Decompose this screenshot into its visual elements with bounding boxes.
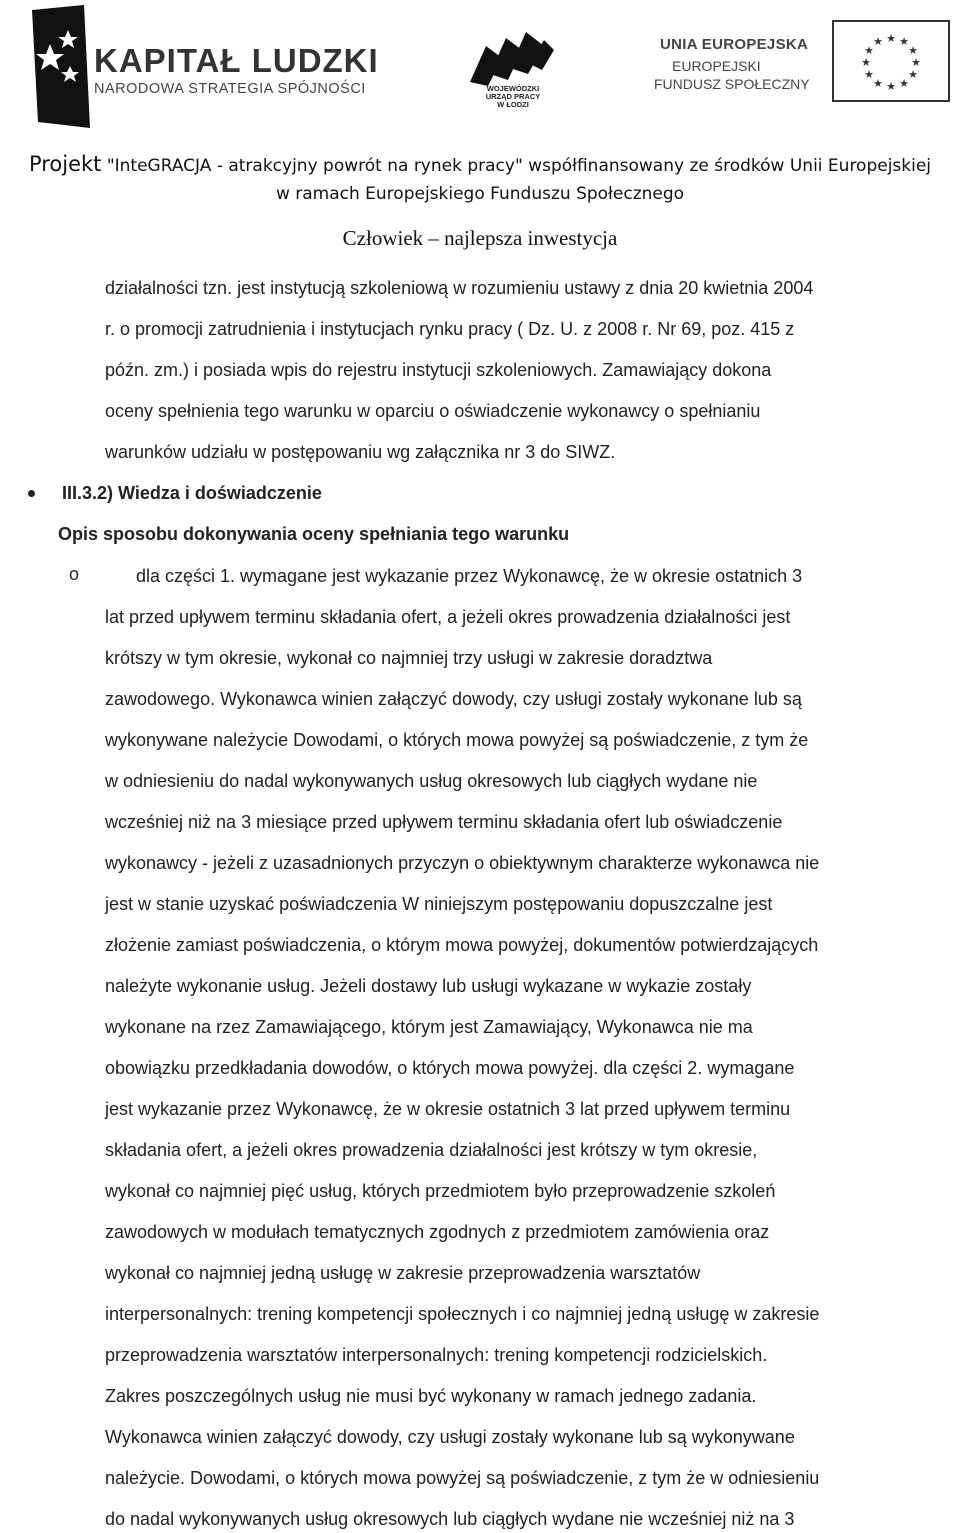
intro-line: późn. zm.) i posiada wpis do rejestru instytucji szkoleniowych. Zamawiający dokona bbox=[105, 360, 772, 380]
svg-text:★: ★ bbox=[864, 68, 874, 81]
paragraph-line: zawodowego. Wykonawca winien załączyć dowody, czy usługi zostały wykonane lub są bbox=[105, 689, 802, 709]
paragraph-line: jest wykazanie przez Wykonawcę, że w okresie ostatnich 3 lat przed upływem terminu bbox=[105, 1099, 791, 1119]
paragraph-line: interpersonalnych: trening kompetencji społecznych i co najmniej jedną usługę w zakresie bbox=[105, 1304, 820, 1324]
paragraph-line: wykonane na rzez Zamawiającego, którym jest Zamawiający, Wykonawca nie ma bbox=[105, 1017, 753, 1037]
paragraph-line: zawodowych w modułach tematycznych zgodnych z przedmiotem zamówienia oraz bbox=[105, 1222, 770, 1242]
project-word: Projekt bbox=[28, 152, 102, 176]
paragraph-line: krótszy w tym okresie, wykonał co najmniej trzy usługi w zakresie doradztwa bbox=[105, 648, 713, 668]
paragraph-line: Wykonawca winien załączyć dowody, czy usługi zostały wykonane lub są wykonywane bbox=[105, 1427, 795, 1447]
paragraph-line: składania ofert, a jeżeli okres prowadzenia działalności jest krótszy w tym okresie, bbox=[105, 1140, 758, 1160]
paragraph-line: jest w stanie uzyskać poświadczenia W niniejszym postępowaniu dopuszczalne jest bbox=[105, 894, 773, 914]
svg-text:★: ★ bbox=[873, 35, 883, 48]
ue-line-1: EUROPEJSKI bbox=[672, 58, 761, 74]
wup-line-2: URZĄD PRACY bbox=[485, 92, 541, 101]
svg-text:★: ★ bbox=[899, 77, 909, 90]
svg-text:★: ★ bbox=[908, 44, 918, 57]
svg-text:★: ★ bbox=[861, 56, 871, 69]
paragraph-line: w odniesieniu do nadal wykonywanych usług okresowych lub ciągłych wydane nie bbox=[105, 771, 758, 791]
logo-strip bbox=[0, 0, 960, 140]
bullet-marker: o bbox=[69, 564, 80, 584]
project-line bbox=[0, 152, 960, 176]
wup-line-3: W ŁODZI bbox=[497, 100, 529, 109]
kapital-ludzki-title: KAPITAŁ LUDZKI bbox=[94, 42, 379, 79]
intro-line: działalności tzn. jest instytucją szkoleniową w rozumieniu ustawy z dnia 20 kwietnia 2004 bbox=[105, 278, 814, 298]
svg-text:★: ★ bbox=[886, 80, 896, 93]
intro-line: warunków udziału w postępowaniu wg załącznika nr 3 do SIWZ. bbox=[105, 442, 616, 462]
intro-line: r. o promocji zatrudnienia i instytucjach rynku pracy ( Dz. U. z 2008 r. Nr 69, poz. 415 z bbox=[105, 319, 795, 339]
paragraph-line: wykonał co najmniej jedną usługę w zakresie przeprowadzenia warsztatów bbox=[105, 1263, 701, 1283]
svg-text:★: ★ bbox=[911, 56, 921, 69]
paragraph-line: należyte wykonanie usług. Jeżeli dostawy lub usługi wykazane w wykazie zostały bbox=[105, 976, 752, 996]
wup-line-1: WOJEWÓDZKI bbox=[486, 84, 540, 93]
bullet-dot bbox=[28, 490, 35, 497]
svg-text:★: ★ bbox=[873, 77, 883, 90]
section-subheading: Opis sposobu dokonywania oceny spełniania tego warunku bbox=[58, 524, 570, 544]
wup-text bbox=[478, 85, 548, 109]
paragraph-line: lat przed upływem terminu składania ofert, a jeżeli okres prowadzenia działalności jest bbox=[105, 607, 791, 627]
ue-title: UNIA EUROPEJSKA bbox=[660, 36, 809, 53]
intro-line: oceny spełnienia tego warunku w oparciu o oświadczenie wykonawcy o spełnianiu bbox=[105, 401, 761, 421]
svg-text:★: ★ bbox=[899, 35, 909, 48]
paragraph-line: wykonał co najmniej pięć usług, których przedmiotem było przeprowadzenie szkoleń bbox=[105, 1181, 776, 1201]
paragraph-line: Zakres poszczególnych usług nie musi być wykonany w ramach jednego zadania. bbox=[105, 1386, 757, 1406]
project-title: "InteGRACJA - atrakcyjny powrót na rynek pracy" współfinansowany ze środków Unii Europejskiej bbox=[101, 156, 932, 176]
svg-text:★: ★ bbox=[908, 68, 918, 81]
motto: Człowiek – najlepsza inwestycja bbox=[342, 226, 618, 250]
kapital-ludzki-subtitle: NARODOWA STRATEGIA SPÓJNOŚCI bbox=[94, 81, 366, 97]
paragraph-line: przeprowadzenia warsztatów interpersonalnych: trening kompetencji rodzicielskich. bbox=[105, 1345, 768, 1365]
paragraph-line: wykonawcy - jeżeli z uzasadnionych przyczyn o obiektywnym charakterze wykonawca nie bbox=[105, 853, 820, 873]
paragraph-first-line: dla części 1. wymagane jest wykazanie przez Wykonawcę, że w okresie ostatnich 3 bbox=[136, 566, 803, 586]
paragraph-line: do nadal wykonywanych usług okresowych lub ciągłych wydane nie wcześniej niż na 3 bbox=[105, 1509, 795, 1529]
paragraph-line: należycie. Dowodami, o których mowa powyżej są poświadczenie, z tym że w odniesieniu bbox=[105, 1468, 820, 1488]
ue-line-2: FUNDUSZ SPOŁECZNY bbox=[654, 76, 810, 92]
paragraph-line: złożenie zamiast poświadczenia, o którym mowa powyżej, dokumentów potwierdzających bbox=[105, 935, 819, 955]
paragraph-line: wykonywane należycie Dowodami, o których mowa powyżej są poświadczenie, z tym że bbox=[105, 730, 809, 750]
paragraph-line: obowiązku przedkładania dowodów, o których mowa powyżej. dla części 2. wymagane bbox=[105, 1058, 795, 1078]
svg-text:★: ★ bbox=[864, 44, 874, 57]
paragraph-line: wcześniej niż na 3 miesiące przed upływem terminu składania ofert lub oświadczenie bbox=[105, 812, 783, 832]
eu-flag-icon bbox=[832, 20, 950, 102]
program-line: w ramach Europejskiego Funduszu Społecznego bbox=[275, 184, 685, 204]
svg-text:★: ★ bbox=[886, 32, 896, 45]
section-heading: III.3.2) Wiedza i doświadczenie bbox=[62, 483, 322, 503]
